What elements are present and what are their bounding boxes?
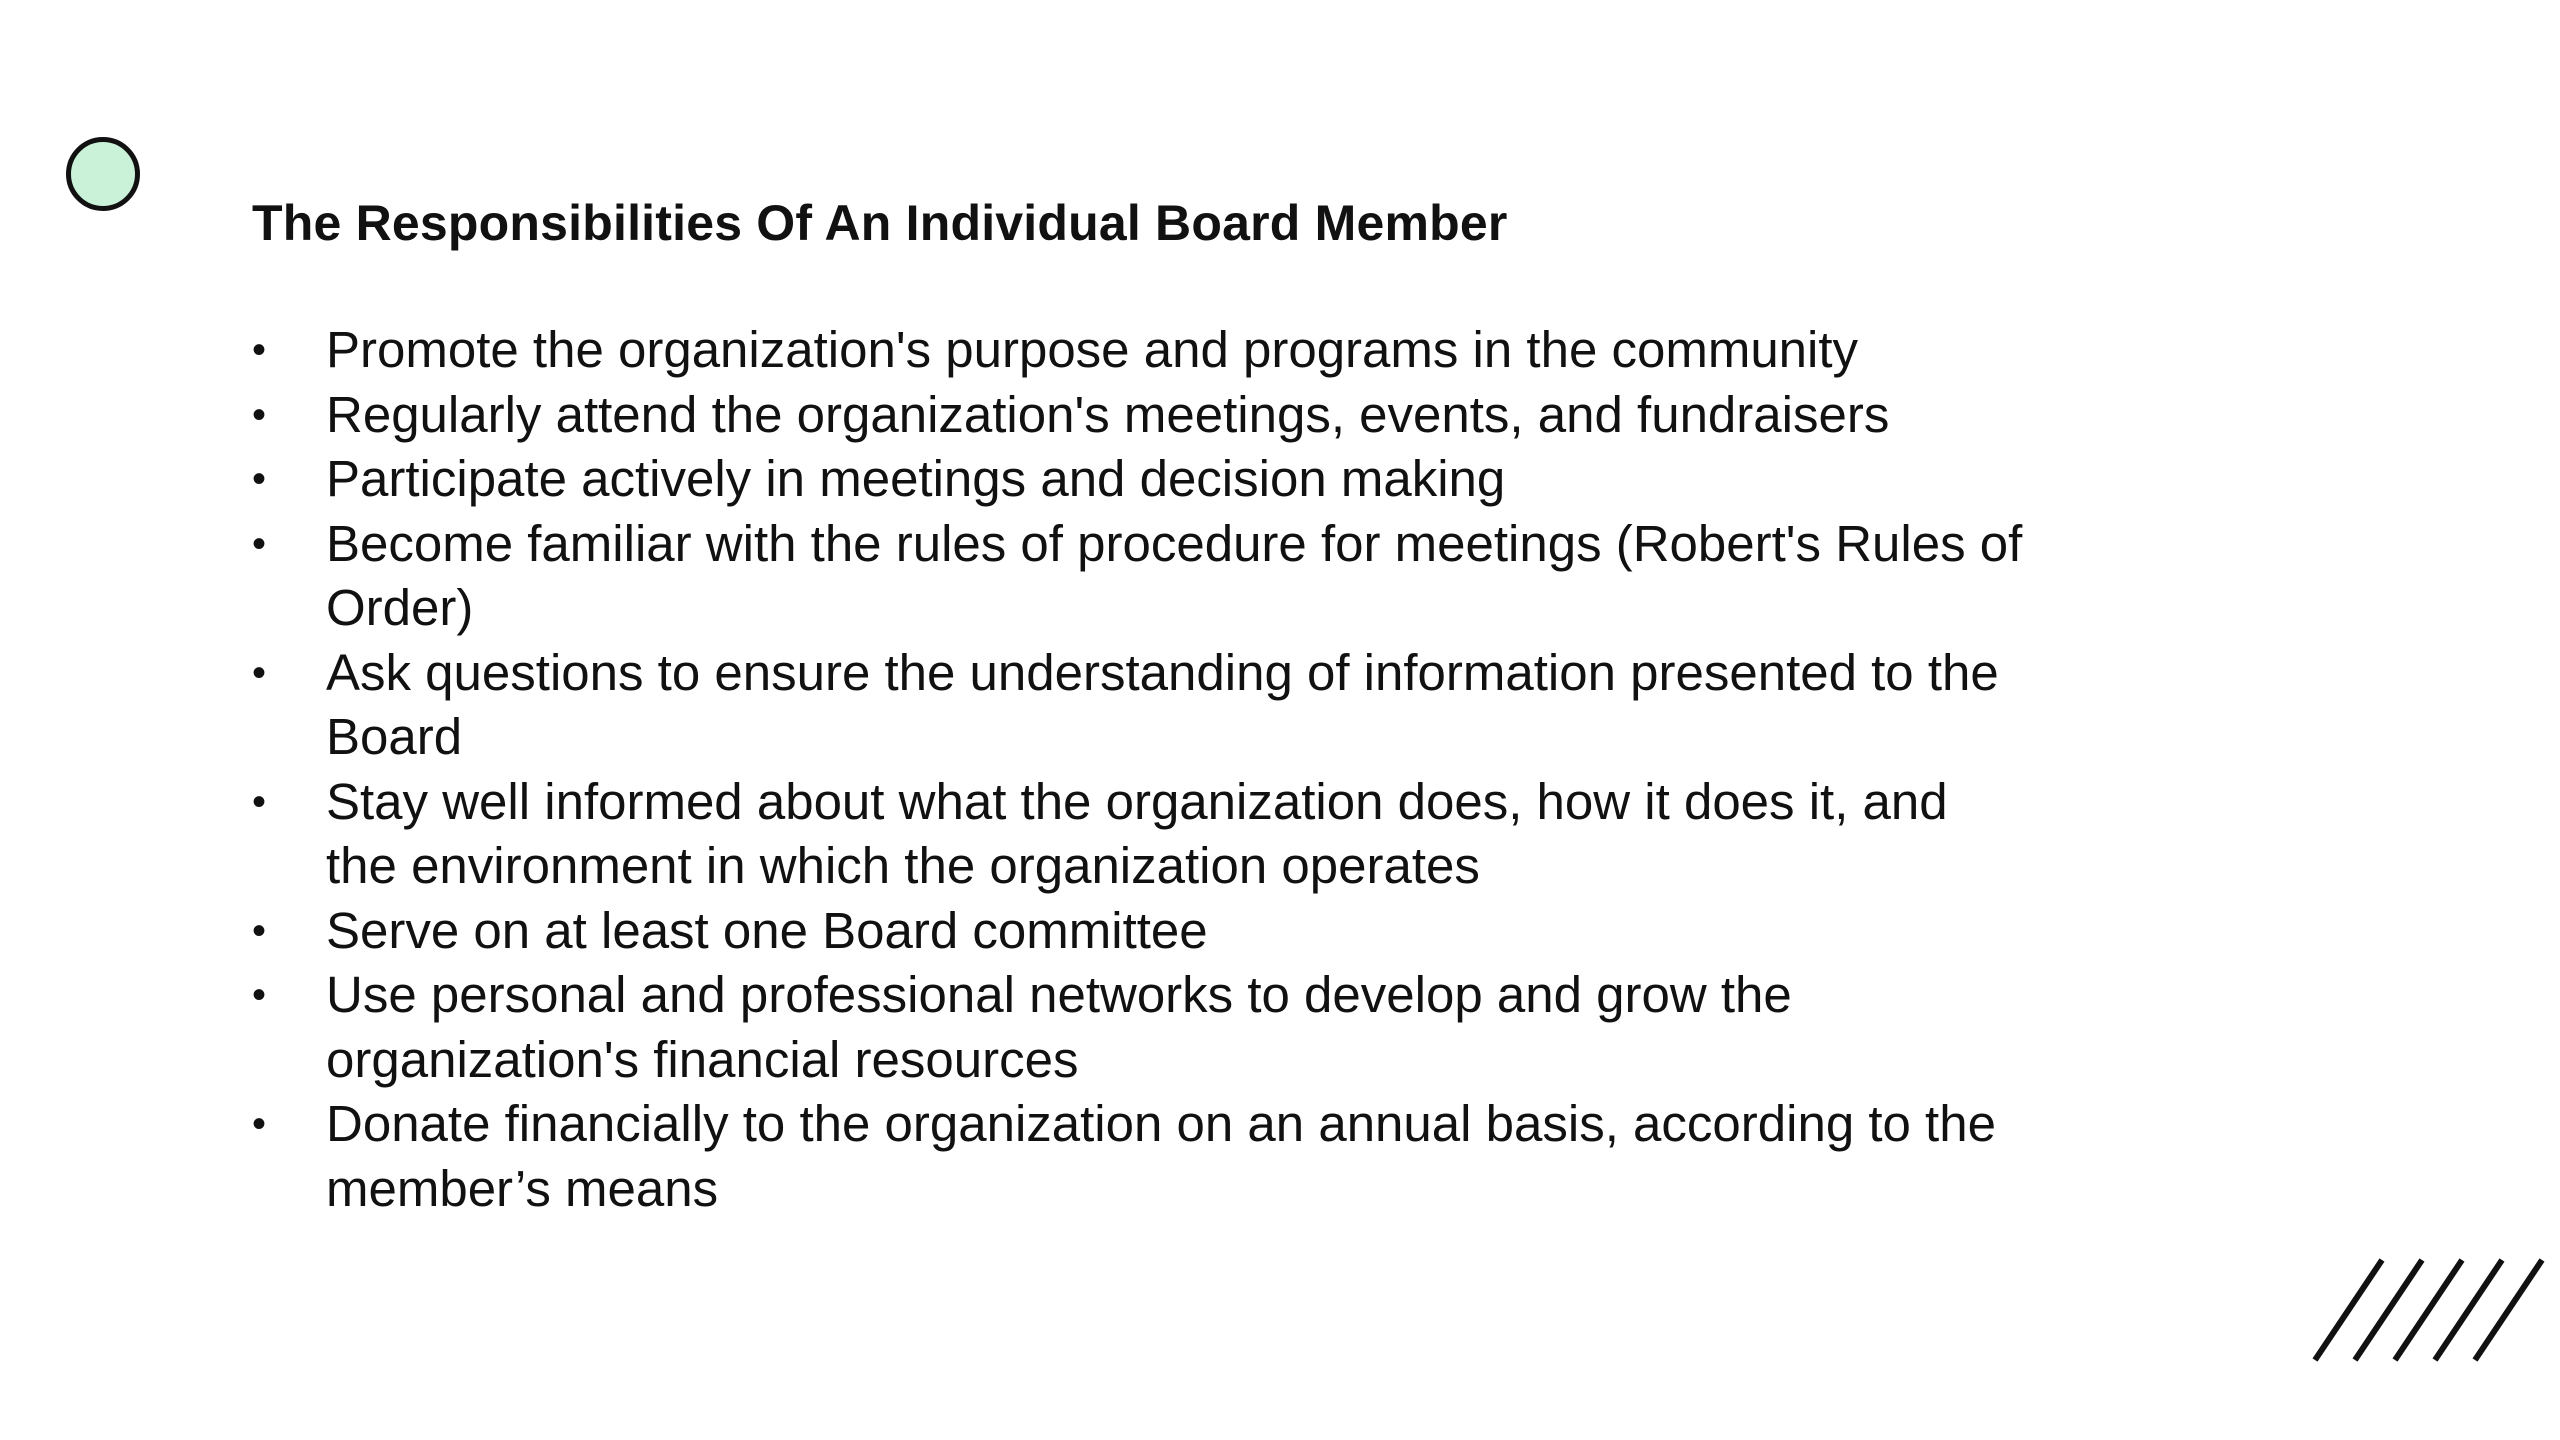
bullet-item: • Participate actively in meetings and decision making xyxy=(252,447,2032,512)
bullet-item: • Serve on at least one Board committee xyxy=(252,899,2032,964)
bullet-item: • Donate financially to the organization on an annual basis, according to the member’s means xyxy=(252,1092,2032,1221)
bullet-list xyxy=(252,318,2032,1221)
bullet-item: • Become familiar with the rules of procedure for meetings (Robert's Rules of Order) xyxy=(252,512,2032,641)
bullet-item: • Regularly attend the organization's meetings, events, and fundraisers xyxy=(252,383,2032,448)
bullet-item: • Use personal and professional networks to develop and grow the organization's financial resources xyxy=(252,963,2032,1092)
slide-title: The Responsibilities Of An Individual Board Member xyxy=(252,195,1508,251)
diagonal-lines-icon xyxy=(2310,1255,2550,1365)
bullet-item: • Promote the organization's purpose and programs in the community xyxy=(252,318,2032,383)
bullet-item: • Ask questions to ensure the understanding of information presented to the Board xyxy=(252,641,2032,770)
circle-icon xyxy=(66,137,140,211)
bullet-item: • Stay well informed about what the organization does, how it does it, and the environment in which the organization operates xyxy=(252,770,2032,899)
